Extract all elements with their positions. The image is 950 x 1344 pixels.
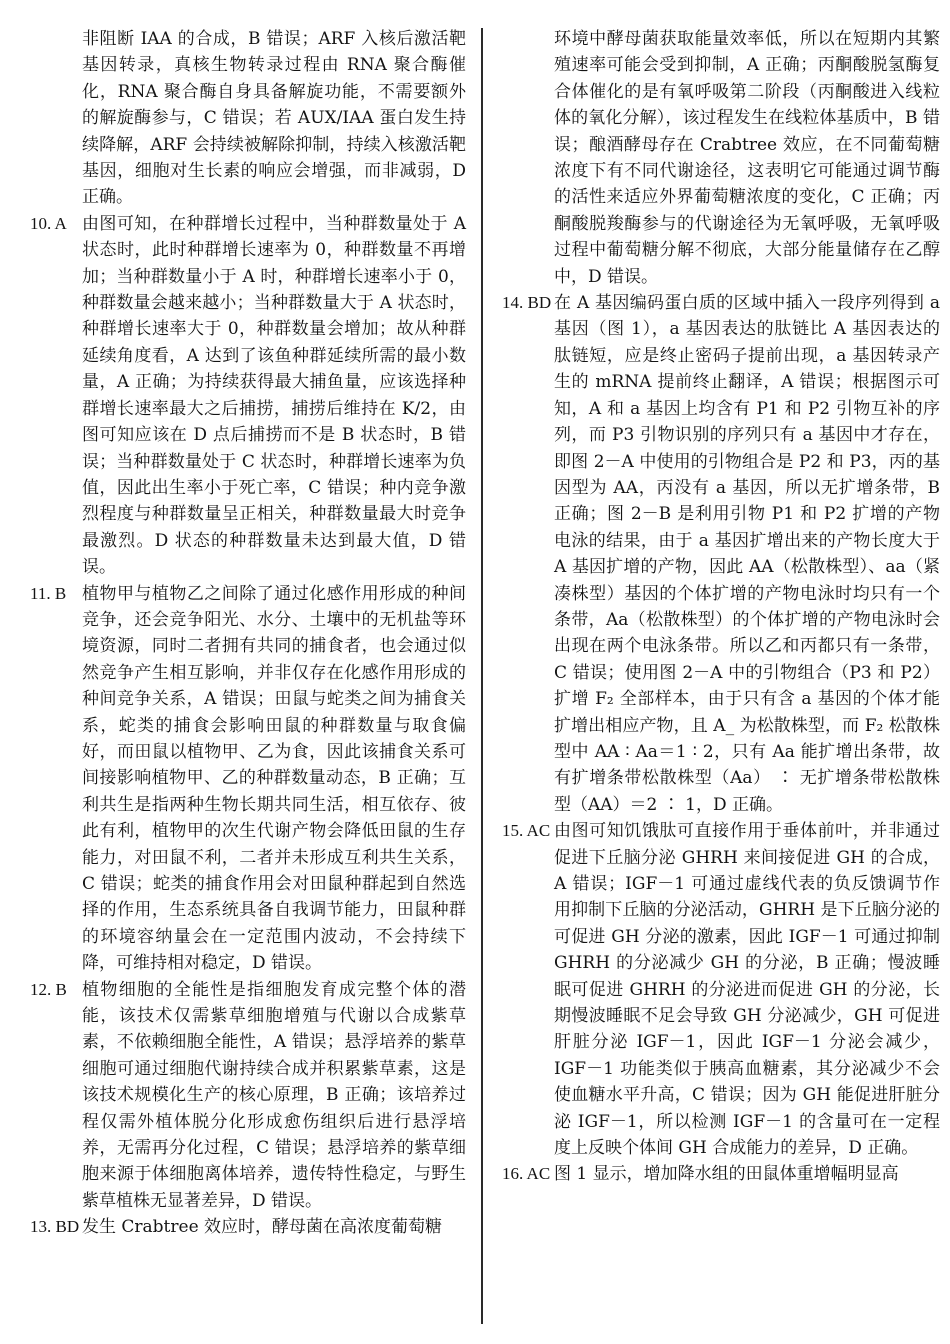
- right-continuation-text: 环境中酵母菌获取能量效率低，所以在短期内其繁殖速率可能会受到抑制，A 正确；丙酮酸脱氢酶复合体催化的是有氧呼吸第二阶段（丙酮酸进入线粒体的氧化分解），该过程发生在线粒体基质中，B 错误；酿酒酵母存在 Crabtree 效应，在不同葡萄糖浓度下有不同代谢途径，这表明它可能通过调节酶的活性来适应外界葡萄糖浓度的变化，C 正确；丙酮酸脱羧酶参与的代谢途径为无氧呼吸，无氧呼吸过程中葡萄糖分解不彻底，大部分能量储存在乙醇中，D 错误。: [554, 29, 940, 287]
- answer-item-15: [502, 818, 940, 1161]
- left-column: [30, 26, 466, 1241]
- answer-number: 16. AC: [502, 1164, 551, 1184]
- answer-item-12: [30, 977, 466, 1215]
- answer-item-11: [30, 581, 466, 977]
- answer-explanation: 由图可知，在种群增长过程中，当种群数量处于 A 状态时，此时种群增长速率为 0，种群数量不再增加；当种群数量小于 A 时，种群增长速率小于 0，种群数量会越来越小；当种群数量大于 A 状态时，种群增长速率大于 0，种群数量会增加；故从种群延续角度看，A 达到了该鱼种群延续所需的最小数量，A 正确；为持续获得最大捕鱼量，应该选择种群增长速率最大之后捕捞，捕捞后维持在 K/2，由图可知应该在 D 点后捕捞而不是 B 状态时，B 错误；当种群数量处于 C 状态时，种群增长速率为负值，因此出生率小于死亡率，C 错误；种内竞争激烈程度与种群数量呈正相关，种群数量最大时竞争最激烈。D 状态的种群数量未达到最大值，D 错误。: [82, 213, 466, 578]
- answer-explanation: 植物甲与植物乙之间除了通过化感作用形成的种间竞争，还会竞争阳光、水分、土壤中的无机盐等环境资源，同时二者拥有共同的捕食者，也会通过似然竞争产生相互影响，并非仅存在化感作用形成的种间竞争关系，A 错误；田鼠与蛇类之间为捕食关系，蛇类的捕食会影响田鼠的种群数量与取食偏好，而田鼠以植物甲、乙为食，因此该捕食关系可间接影响植物甲、乙的种群数量动态，B 正确；互利共生是指两种生物长期共同生活，相互依存、彼此有利，植物甲的次生代谢产物会降低田鼠的生存能力，对田鼠不利，二者并未形成互利共生关系，C 错误；蛇类的捕食作用会对田鼠种群起到自然选择的作用，生态系统具备自我调节能力，田鼠种群的环境容纳量会在一定范围内波动，不会持续下降，可维持相对稳定，D 错误。: [82, 583, 466, 974]
- answer-explanation: 在 A 基因编码蛋白质的区域中插入一段序列得到 a 基因（图 1），a 基因表达的肽链比 A 基因表达的肽链短，应是终止密码子提前出现，a 基因转录产生的 mRNA 提前终止翻译，A 错误；根据图示可知，A 和 a 基因上均含有 P1 和 P2 引物互补的序列，而 P3 引物识别的序列只有 a 基因中才存在，即图 2－A 中使用的引物组合是 P2 和 P3，丙的基因型为 AA，丙没有 a 基因，所以无扩增条带，B 正确；图 2－B 是利用引物 P1 和 P2 扩增的产物电泳的结果，由于 a 基因扩增出来的产物长度大于 A 基因扩增的产物，因此 AA（松散株型）、aa（紧凑株型）基因的个体扩增的产物电泳时均只有一个条带，Aa（松散株型）的个体扩增的产物电泳时会出现在两个电泳条带。所以乙和丙都只有一条带，C 错误；使用图 2－A 中的引物组合（P3 和 P2）扩增 F₂ 全部样本，由于只有含 a 基因的个体才能扩增出相应产物，且 A_ 为松散株型，而 F₂ 松散株型中 AA ∶ Aa＝1 ∶ 2，只有 Aa 能扩增出条带，故有扩增条带松散株型（Aa） ∶ 无扩增条带松散株型（AA）＝2 ∶ 1，D 正确。: [554, 293, 940, 815]
- answer-number: 10. A: [30, 213, 67, 233]
- answer-number: 12. B: [30, 979, 67, 999]
- answer-number: 14. BD: [502, 293, 552, 313]
- column-divider: [481, 28, 483, 1324]
- answer-explanation: 由图可知饥饿肽可直接作用于垂体前叶，并非通过促进下丘脑分泌 GHRH 来间接促进 GH 的合成，A 错误；IGF－1 可通过虚线代表的负反馈调节作用抑制下丘脑的分泌活动，GHRH 是下丘脑分泌的可促进 GH 分泌的激素，因此 IGF－1 可通过抑制 GHRH 的分泌减少 GH 的分泌，B 正确；慢波睡眠可促进 GHRH 的分泌进而促进 GH 的分泌，长期慢波睡眠不足会导致 GH 分泌减少，GH 可促进肝脏分泌 IGF－1，因此 IGF－1 分泌会减少，IGF－1 功能类似于胰高血糖素，其分泌减少不会使血糖水平升高，C 错误；因为 GH 能促进肝脏分泌 IGF－1，所以检测 IGF－1 的含量可在一定程度上反映个体间 GH 合成能力的差异，D 正确。: [554, 821, 940, 1159]
- answer-item-16: [502, 1161, 940, 1187]
- answer-item-10: [30, 211, 466, 581]
- answer-item-13: [30, 1214, 466, 1240]
- answer-explanation: 发生 Crabtree 效应时，酵母菌在高浓度葡萄糖: [82, 1217, 443, 1238]
- right-column: [502, 26, 940, 1188]
- left-continuation-text: 非阻断 IAA 的合成，B 错误；ARF 入核后激活靶基因转录，真核生物转录过程由 RNA 聚合酶催化，RNA 聚合酶自身具备解旋功能，不需要额外的解旋酶参与，C 错误；若 AUX/IAA 蛋白发生持续降解，ARF 会持续被解除抑制，持续入核激活靶基因，细胞对生长素的响应会增强，而非减弱，D 正确。: [82, 29, 466, 208]
- answer-number: 11. B: [30, 583, 67, 603]
- answer-explanation: 图 1 显示，增加降水组的田鼠体重增幅明显高: [554, 1164, 899, 1185]
- answer-explanation: 植物细胞的全能性是指细胞发育成完整个体的潜能，该技术仅需紫草细胞增殖与代谢以合成紫草素，不依赖细胞全能性，A 错误；悬浮培养的紫草细胞可通过细胞代谢持续合成并积累紫草素，这是该技术规模化生产的核心原理，B 正确；该培养过程仅需外植体脱分化形成愈伤组织后进行悬浮培养，无需再分化过程，C 错误；悬浮培养的紫草细胞来源于体细胞离体培养，遗传特性稳定，与野生紫草植株无显著差异，D 错误。: [82, 979, 466, 1211]
- answer-item-14: [502, 290, 940, 818]
- answer-number: 13. BD: [30, 1217, 80, 1237]
- answer-number: 15. AC: [502, 821, 551, 841]
